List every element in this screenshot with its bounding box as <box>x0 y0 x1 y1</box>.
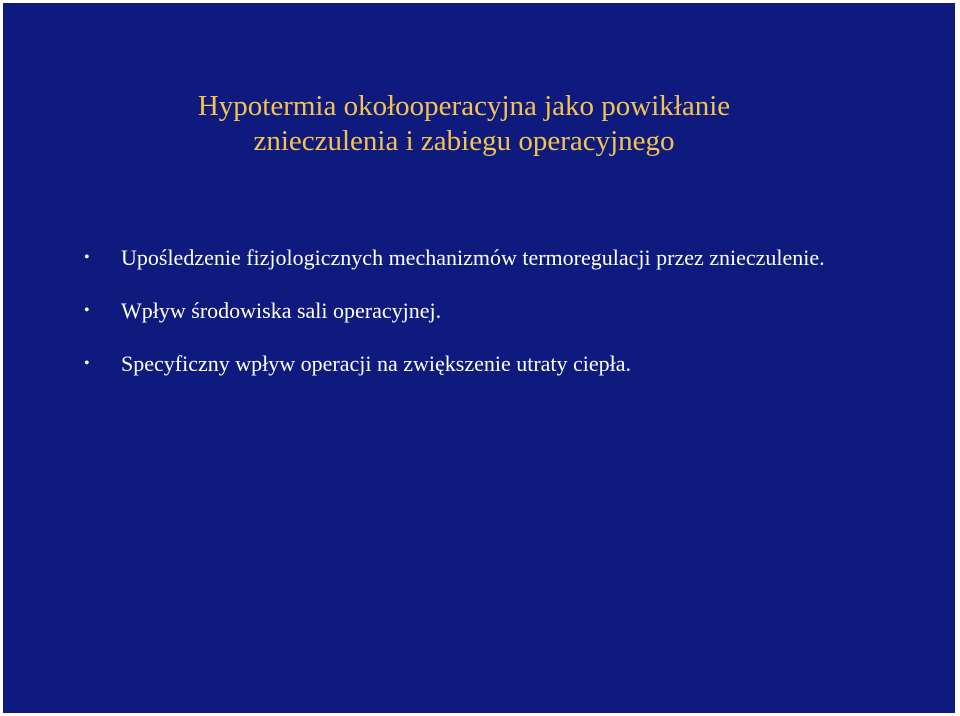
bullet-text-2: Wpływ środowiska sali operacyjnej. <box>121 298 442 323</box>
bullet-icon: • <box>84 302 90 319</box>
slide-title <box>3 89 955 159</box>
title-line-2: znieczulenia i zabiegu operacyjnego <box>253 125 675 157</box>
bullet-icon: • <box>84 249 90 266</box>
bullet-text-3: Specyficzny wpływ operacji na zwiększenie utraty ciepła. <box>121 351 632 376</box>
bullet-item-2 <box>3 292 955 329</box>
bullet-item-1 <box>3 239 955 276</box>
slide <box>3 3 955 713</box>
bullet-icon: • <box>84 355 90 372</box>
bullet-text-1: Upośledzenie fizjologicznych mechanizmów termoregulacji przez znieczulenie. <box>121 245 825 270</box>
bullet-list <box>3 239 955 398</box>
bullet-item-3 <box>3 345 955 382</box>
title-line-1: Hypotermia okołooperacyjna jako powikłanie <box>197 90 731 122</box>
